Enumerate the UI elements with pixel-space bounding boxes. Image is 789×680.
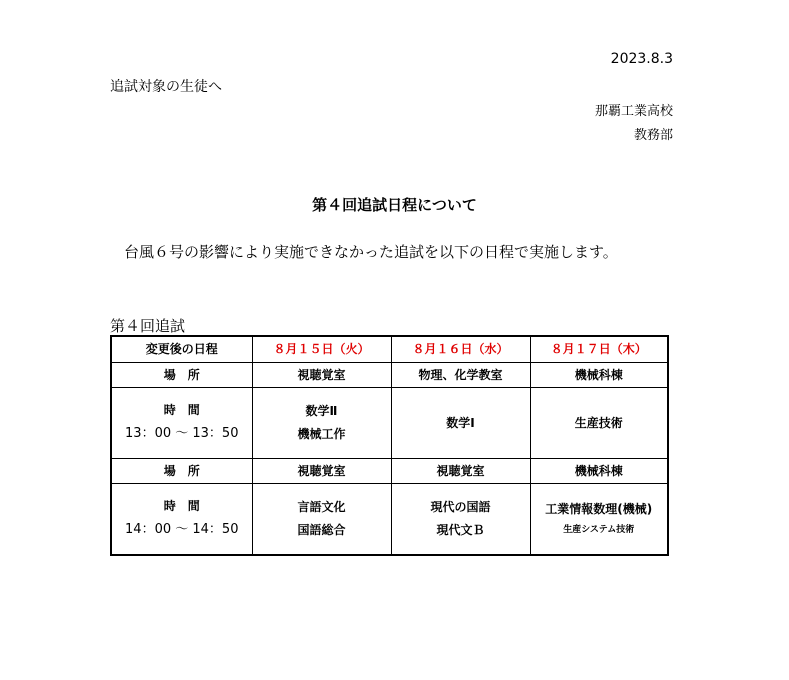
subject-name: 現代文Ｂ [436,523,485,537]
subject-cell [391,484,530,556]
subject-name: 言語文化 [297,500,346,514]
date-cell: ８月１７日（木） [530,336,668,363]
schedule-table [110,335,669,556]
time-label: 時 間 [163,499,200,514]
table-row [111,484,668,556]
subject-cell [252,388,391,459]
school-name: 那覇工業高校 [594,104,673,119]
document-title: 第４回追試日程について [312,196,477,214]
subject-name: 数学Ⅰ [446,415,475,430]
subject-name: 生産技術 [574,415,623,430]
subject-cell [530,484,668,556]
subject-name: 工業情報数理(機械) [545,501,653,516]
date-cell: ８月１５日（火） [252,336,391,363]
section-title: 第４回追試 [110,317,186,335]
table-row [111,336,668,363]
place-cell: 視聴覚室 [252,363,391,388]
addressee: 追試対象の生徒へ [110,79,222,95]
body-text: 台風６号の影響により実施できなかった追試を以下の日程で実施します。 [124,243,618,261]
place-cell: 視聴覚室 [252,459,391,484]
table-row [111,459,668,484]
header-label-cell: 変更後の日程 [111,336,252,363]
subject-cell [391,388,530,459]
date-cell: ８月１６日（水） [391,336,530,363]
place-cell: 機械科棟 [530,363,668,388]
subject-name: 機械工作 [297,427,346,441]
subject-name: 国語総合 [297,523,346,537]
subject-name: 現代の国語 [430,500,491,514]
place-cell: 視聴覚室 [391,459,530,484]
department-name: 教務部 [633,128,673,143]
time-cell [111,388,252,459]
subject-name: 数学Ⅱ [305,404,338,418]
place-label-cell: 場 所 [111,363,252,388]
place-cell: 機械科棟 [530,459,668,484]
time-label: 時 間 [163,403,200,418]
time-cell [111,484,252,556]
document-date: 2023.8.3 [610,51,673,67]
table-row [111,388,668,459]
place-cell: 物理、化学教室 [391,363,530,388]
time-value: 14：00 ～ 14：50 [125,522,239,538]
table-row [111,363,668,388]
place-label-cell: 場 所 [111,459,252,484]
time-value: 13：00 ～ 13：50 [125,426,239,442]
subject-cell [530,388,668,459]
subject-cell [252,484,391,556]
subject-name: 生産システム技術 [563,524,635,535]
